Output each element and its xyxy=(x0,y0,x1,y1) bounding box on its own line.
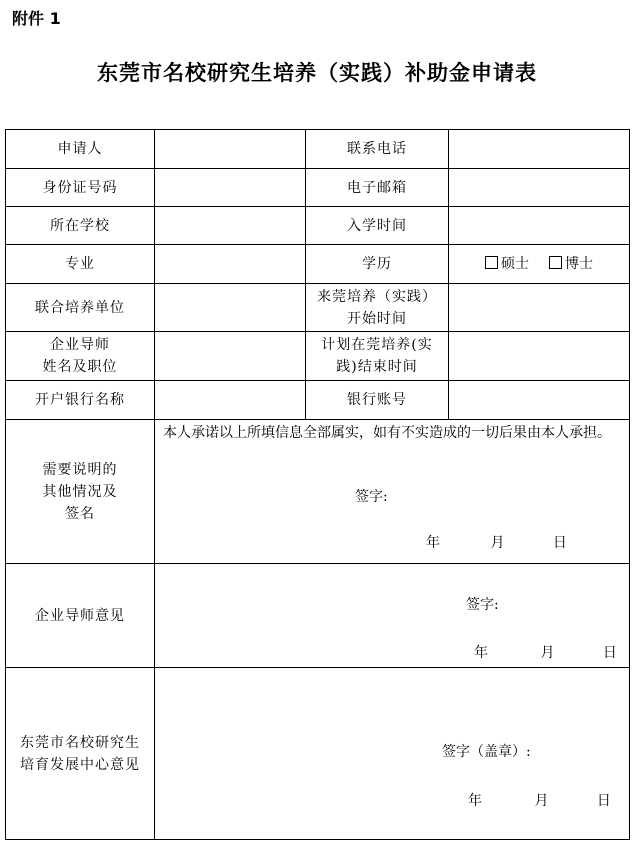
center-opinion-label-line1: 东莞市名校研究生 xyxy=(20,734,140,751)
start-time-label-line1: 来莞培养（实践） xyxy=(317,288,437,305)
mentor-date-line xyxy=(474,642,617,664)
month-label: 月 xyxy=(540,645,555,661)
checkbox-icon[interactable] xyxy=(485,256,498,269)
mentor-label xyxy=(6,332,155,381)
start-time-label xyxy=(306,284,449,332)
id-number-label: 身份证号码 xyxy=(6,169,155,207)
start-time-label-line2: 开始时间 xyxy=(347,310,407,327)
joint-unit-label: 联合培养单位 xyxy=(6,284,155,332)
seal-signature-label: 签字（盖章）: xyxy=(442,744,531,760)
master-option[interactable] xyxy=(485,256,529,272)
application-form-table xyxy=(5,129,630,840)
joint-unit-field[interactable] xyxy=(155,284,306,332)
other-info-label xyxy=(6,420,155,564)
bank-name-label: 开户银行名称 xyxy=(6,381,155,420)
major-field[interactable] xyxy=(155,245,306,284)
date-line xyxy=(426,532,567,554)
school-field[interactable] xyxy=(155,207,306,245)
end-time-label xyxy=(306,332,449,381)
day-label: 日 xyxy=(602,645,617,661)
mentor-label-line2: 姓名及职位 xyxy=(42,359,118,375)
form-title: 东莞市名校研究生培养（实践）补助金申请表 xyxy=(97,60,537,85)
center-opinion-label-line2: 培育发展中心意见 xyxy=(20,756,140,773)
year-label: 年 xyxy=(426,535,440,551)
table-row xyxy=(6,420,630,564)
table-row xyxy=(6,169,630,207)
table-row xyxy=(6,207,630,245)
mentor-field[interactable] xyxy=(155,332,306,381)
table-row xyxy=(6,245,630,284)
table-row xyxy=(6,668,630,840)
year-label: 年 xyxy=(468,793,482,809)
degree-label: 学历 xyxy=(306,245,449,284)
center-date-line xyxy=(468,790,611,812)
signature-label: 签字: xyxy=(355,489,388,505)
checkbox-icon[interactable] xyxy=(549,256,562,269)
doctor-option[interactable] xyxy=(549,256,593,272)
end-time-field[interactable] xyxy=(449,332,630,381)
day-label: 日 xyxy=(596,793,611,809)
doctor-label: 博士 xyxy=(565,256,593,272)
year-label: 年 xyxy=(474,645,488,661)
table-row xyxy=(6,564,630,668)
start-time-field[interactable] xyxy=(449,284,630,332)
school-label: 所在学校 xyxy=(6,207,155,245)
mentor-signature-label: 签字: xyxy=(466,597,499,613)
month-label: 月 xyxy=(490,535,505,551)
day-label: 日 xyxy=(552,535,567,551)
end-time-label-line2: 践)结束时间 xyxy=(336,359,418,375)
bank-account-label: 银行账号 xyxy=(306,381,449,420)
degree-options xyxy=(449,245,630,284)
other-info-label-line3: 签名 xyxy=(65,505,95,522)
master-label: 硕士 xyxy=(501,256,529,272)
enrollment-time-field[interactable] xyxy=(449,207,630,245)
mentor-label-line1: 企业导师 xyxy=(50,337,110,353)
table-row xyxy=(6,332,630,381)
other-info-cell[interactable] xyxy=(155,420,630,564)
other-info-label-line1: 需要说明的 xyxy=(42,461,118,478)
mentor-opinion-cell[interactable] xyxy=(155,564,630,668)
table-row xyxy=(6,381,630,420)
attachment-label: 附件 1 xyxy=(12,9,61,28)
major-label: 专业 xyxy=(6,245,155,284)
table-row xyxy=(6,284,630,332)
enrollment-time-label: 入学时间 xyxy=(306,207,449,245)
table-row xyxy=(6,130,630,169)
bank-account-field[interactable] xyxy=(449,381,630,420)
pledge-text: 本人承诺以上所填信息全部属实，如有不实造成的一切后果由本人承担。 xyxy=(163,425,611,441)
end-time-label-line1: 计划在莞培养(实 xyxy=(321,337,433,353)
applicant-field[interactable] xyxy=(155,130,306,169)
other-info-label-line2: 其他情况及 xyxy=(42,483,118,500)
phone-label: 联系电话 xyxy=(306,130,449,169)
phone-field[interactable] xyxy=(449,130,630,169)
mentor-opinion-label: 企业导师意见 xyxy=(6,564,155,668)
bank-name-field[interactable] xyxy=(155,381,306,420)
month-label: 月 xyxy=(534,793,549,809)
email-label: 电子邮箱 xyxy=(306,169,449,207)
center-opinion-cell[interactable] xyxy=(155,668,630,840)
applicant-label: 申请人 xyxy=(6,130,155,169)
center-opinion-label xyxy=(6,668,155,840)
id-number-field[interactable] xyxy=(155,169,306,207)
email-field[interactable] xyxy=(449,169,630,207)
